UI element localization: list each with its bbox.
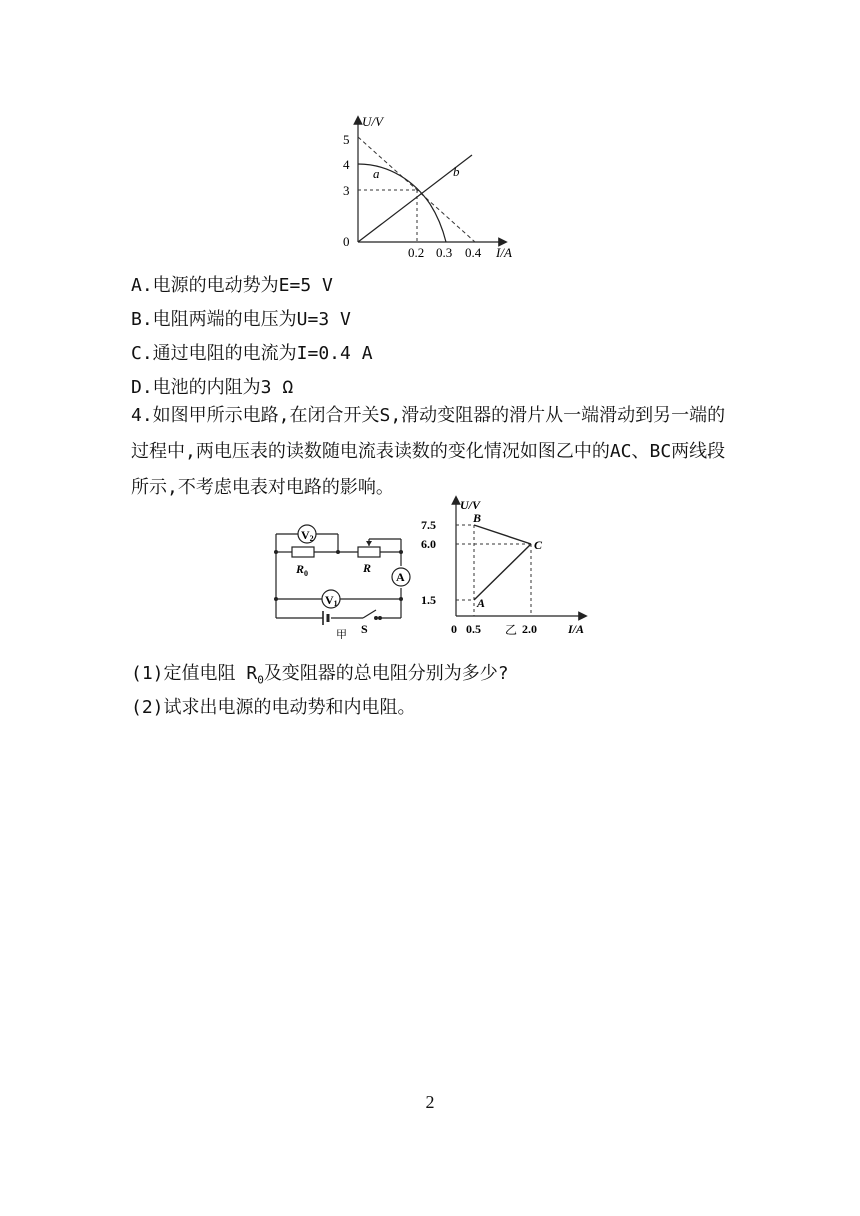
y-tick-4: 4 xyxy=(343,157,350,172)
option-b: B.电阻两端的电压为U=3 V xyxy=(131,309,351,330)
y-tick-7.5: 7.5 xyxy=(421,518,436,532)
option-d: D.电池的内阻为3 Ω xyxy=(131,377,294,398)
x-tick-0.3: 0.3 xyxy=(436,245,453,260)
sub-question-1: (1)定值电阻 $R_0$及变阻器的总电阻分别为多少? xyxy=(131,663,509,687)
resistor-r0-label: $R_0$ xyxy=(296,562,309,578)
sub-question-2: (2)试求出电源的电动势和内电阻。 xyxy=(131,697,416,718)
x-tick-0: 0 xyxy=(451,622,457,636)
x-axis-label: I/A xyxy=(568,622,585,636)
option-c: C.通过电阻的电流为I=0.4 A xyxy=(131,343,373,364)
x-tick-0.2: 0.2 xyxy=(408,245,425,260)
voltmeter-v1-label: V1 xyxy=(325,593,338,608)
switch-s-label: S xyxy=(361,622,368,636)
ammeter-label: A xyxy=(396,570,405,584)
circuit-diagram xyxy=(268,514,418,639)
circuit-caption: 甲 xyxy=(336,629,347,639)
y-axis-label: U/V xyxy=(362,114,383,129)
curve-a-label: a xyxy=(373,166,380,181)
voltage-current-graph xyxy=(418,495,593,640)
x-tick-0.5: 0.5 xyxy=(466,622,481,636)
y-tick-5: 5 xyxy=(343,132,350,147)
segment-bc xyxy=(474,525,531,544)
segment-ac xyxy=(474,544,531,600)
x-tick-0.4: 0.4 xyxy=(465,245,482,260)
y-tick-0: 0 xyxy=(343,234,350,249)
voltmeter-v2-label: V2 xyxy=(301,528,314,543)
y-tick-3: 3 xyxy=(343,183,350,198)
ui-graph-figure xyxy=(335,112,535,262)
y-tick-1.5: 1.5 xyxy=(421,593,436,607)
y-axis-label: U/V xyxy=(460,498,481,512)
x-tick-2.0: 2.0 xyxy=(522,622,537,636)
question-4-text: 4.如图甲所示电路,在闭合开关S,滑动变阻器的滑片从一端滑动到另一端的过程中,两电压表的读数随电流表读数的变化情况如图乙中的AC、BC两线段所示,不考虑电表对电路的影响。 xyxy=(131,405,726,498)
option-a: A.电源的电动势为E=5 V xyxy=(131,275,333,296)
point-c-label: C xyxy=(534,538,543,552)
point-a-label: A xyxy=(477,596,486,610)
line-b-label: b xyxy=(453,164,460,179)
curve-a xyxy=(358,164,446,242)
point-b-label: B xyxy=(473,511,482,525)
x-axis-label: I/A xyxy=(496,245,512,260)
graph-caption: 乙 xyxy=(505,623,518,637)
page-number: 2 xyxy=(425,1092,435,1112)
rheostat-r-label: R xyxy=(363,561,372,575)
y-tick-6.0: 6.0 xyxy=(421,537,436,551)
